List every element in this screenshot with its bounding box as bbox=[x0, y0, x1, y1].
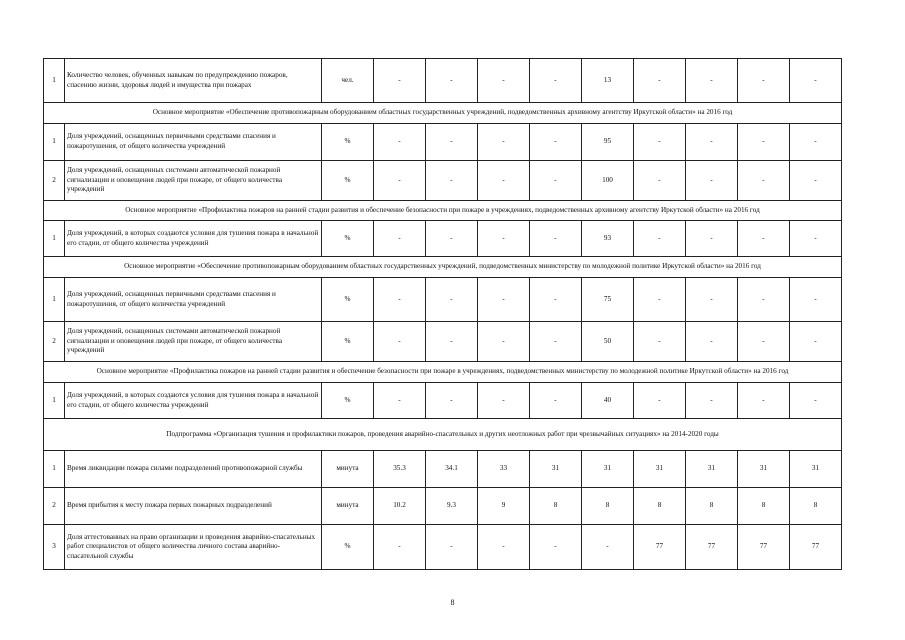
unit-cell: % bbox=[322, 161, 374, 201]
value-cell: - bbox=[686, 59, 738, 103]
unit-cell: минута bbox=[322, 488, 374, 525]
value-cell: - bbox=[530, 278, 582, 322]
unit-cell: % bbox=[322, 221, 374, 257]
unit-cell: чел. bbox=[322, 59, 374, 103]
value-cell: - bbox=[738, 322, 790, 362]
value-cell: 34.1 bbox=[426, 451, 478, 488]
value-cell: - bbox=[426, 124, 478, 161]
row-number: 2 bbox=[44, 488, 65, 525]
unit-cell: % bbox=[322, 383, 374, 419]
section-row bbox=[44, 201, 842, 221]
value-cell: 8 bbox=[582, 488, 634, 525]
value-cell: 13 bbox=[582, 59, 634, 103]
value-cell: - bbox=[738, 161, 790, 201]
value-cell: - bbox=[790, 59, 842, 103]
value-cell: - bbox=[790, 322, 842, 362]
value-cell: 31 bbox=[686, 451, 738, 488]
indicators-table bbox=[43, 58, 842, 570]
row-number: 1 bbox=[44, 383, 65, 419]
section-row bbox=[44, 362, 842, 383]
value-cell: - bbox=[478, 161, 530, 201]
value-cell: - bbox=[426, 278, 478, 322]
value-cell: - bbox=[374, 278, 426, 322]
value-cell: - bbox=[686, 124, 738, 161]
row-number: 2 bbox=[44, 322, 65, 362]
value-cell: - bbox=[374, 322, 426, 362]
value-cell: - bbox=[582, 525, 634, 570]
unit-cell: % bbox=[322, 124, 374, 161]
value-cell: - bbox=[478, 59, 530, 103]
row-number: 1 bbox=[44, 59, 65, 103]
value-cell: 31 bbox=[738, 451, 790, 488]
unit-cell: минута bbox=[322, 451, 374, 488]
section-row bbox=[44, 103, 842, 124]
value-cell: 8 bbox=[686, 488, 738, 525]
value-cell: - bbox=[790, 278, 842, 322]
indicator-name: Время ликвидации пожара силами подразделений противопожарной службы bbox=[65, 451, 322, 488]
value-cell: - bbox=[374, 221, 426, 257]
value-cell: - bbox=[426, 59, 478, 103]
value-cell: - bbox=[634, 124, 686, 161]
value-cell: - bbox=[374, 161, 426, 201]
value-cell: - bbox=[738, 278, 790, 322]
value-cell: - bbox=[686, 383, 738, 419]
value-cell: - bbox=[738, 124, 790, 161]
value-cell: - bbox=[530, 221, 582, 257]
indicator-name: Доля учреждений, оснащенных первичными средствами спасения и пожаротушения, от общего количества учреждений bbox=[65, 278, 322, 322]
value-cell: 40 bbox=[582, 383, 634, 419]
value-cell: - bbox=[530, 383, 582, 419]
indicator-name: Доля учреждений, в которых создаются условия для тушения пожара в начальной его стадии, от общего количества учреждений bbox=[65, 221, 322, 257]
section-title: Основное мероприятие «Обеспечение противопожарным оборудованием областных государственных учреждений, подведомственных министерству по молодежной политике Иркутской области» на 2016 год bbox=[44, 257, 842, 278]
indicator-name: Доля аттестованных на право организации и проведения аварийно-спасательных работ специалистов от общего количества личного состава аварийно-спасательной службы bbox=[65, 525, 322, 570]
section-title: Основное мероприятие «Обеспечение противопожарным оборудованием областных государственных учреждений, подведомственных архивному агентству Иркутской области» на 2016 год bbox=[44, 103, 842, 124]
value-cell: 77 bbox=[790, 525, 842, 570]
value-cell: - bbox=[686, 278, 738, 322]
value-cell: - bbox=[634, 278, 686, 322]
value-cell: - bbox=[530, 59, 582, 103]
value-cell: 10.2 bbox=[374, 488, 426, 525]
value-cell: - bbox=[634, 221, 686, 257]
row-number: 1 bbox=[44, 278, 65, 322]
value-cell: - bbox=[530, 322, 582, 362]
table-row bbox=[44, 383, 842, 419]
unit-cell: % bbox=[322, 525, 374, 570]
indicator-name: Доля учреждений, оснащенных системами автоматической пожарной сигнализации и оповещения людей при пожаре, от общего количества учреждений bbox=[65, 322, 322, 362]
row-number: 1 bbox=[44, 124, 65, 161]
indicator-name: Доля учреждений, оснащенных первичными средствами спасения и пожаротушения, от общего количества учреждений bbox=[65, 124, 322, 161]
value-cell: - bbox=[426, 525, 478, 570]
value-cell: 9.3 bbox=[426, 488, 478, 525]
value-cell: - bbox=[738, 383, 790, 419]
table-row bbox=[44, 278, 842, 322]
table-body bbox=[44, 59, 842, 570]
value-cell: - bbox=[374, 124, 426, 161]
indicator-name: Доля учреждений, оснащенных системами автоматической пожарной сигнализации и оповещения людей при пожаре, от общего количества учреждений bbox=[65, 161, 322, 201]
value-cell: 95 bbox=[582, 124, 634, 161]
value-cell: - bbox=[686, 161, 738, 201]
value-cell: 8 bbox=[738, 488, 790, 525]
value-cell: - bbox=[478, 278, 530, 322]
indicator-name: Количество человек, обученных навыкам по предупреждению пожаров, спасению жизни, здоровья людей и имущества при пожарах bbox=[65, 59, 322, 103]
value-cell: 31 bbox=[530, 451, 582, 488]
value-cell: - bbox=[790, 221, 842, 257]
value-cell: 50 bbox=[582, 322, 634, 362]
value-cell: 93 bbox=[582, 221, 634, 257]
page-number: 8 bbox=[450, 598, 455, 607]
value-cell: - bbox=[634, 59, 686, 103]
row-number: 3 bbox=[44, 525, 65, 570]
table-row bbox=[44, 488, 842, 525]
row-number: 2 bbox=[44, 161, 65, 201]
value-cell: 8 bbox=[530, 488, 582, 525]
table-row bbox=[44, 322, 842, 362]
value-cell: - bbox=[738, 59, 790, 103]
table-row bbox=[44, 525, 842, 570]
value-cell: - bbox=[478, 383, 530, 419]
value-cell: 8 bbox=[634, 488, 686, 525]
table-row bbox=[44, 451, 842, 488]
value-cell: - bbox=[530, 525, 582, 570]
value-cell: - bbox=[478, 525, 530, 570]
table-row bbox=[44, 59, 842, 103]
indicator-name: Время прибытия к месту пожара первых пожарных подразделений bbox=[65, 488, 322, 525]
row-number: 1 bbox=[44, 221, 65, 257]
value-cell: 77 bbox=[686, 525, 738, 570]
value-cell: - bbox=[478, 124, 530, 161]
value-cell: - bbox=[738, 221, 790, 257]
value-cell: 77 bbox=[634, 525, 686, 570]
value-cell: 31 bbox=[790, 451, 842, 488]
value-cell: 75 bbox=[582, 278, 634, 322]
value-cell: 31 bbox=[634, 451, 686, 488]
unit-cell: % bbox=[322, 278, 374, 322]
value-cell: - bbox=[790, 161, 842, 201]
value-cell: 100 bbox=[582, 161, 634, 201]
value-cell: - bbox=[426, 322, 478, 362]
value-cell: 35.3 bbox=[374, 451, 426, 488]
value-cell: - bbox=[426, 161, 478, 201]
value-cell: - bbox=[790, 124, 842, 161]
section-title: Основное мероприятие «Профилактика пожаров на ранней стадии развития и обеспечение безопасности при пожаре в учреждениях, подведомственных архивному агентству Иркутской области» на 2016 год bbox=[44, 201, 842, 221]
section-row bbox=[44, 257, 842, 278]
value-cell: 9 bbox=[478, 488, 530, 525]
value-cell: 77 bbox=[738, 525, 790, 570]
section-row bbox=[44, 419, 842, 451]
value-cell: - bbox=[686, 322, 738, 362]
value-cell: - bbox=[530, 161, 582, 201]
unit-cell: % bbox=[322, 322, 374, 362]
value-cell: - bbox=[790, 383, 842, 419]
section-title: Основное мероприятие «Профилактика пожаров на ранней стадии развития и обеспечение безопасности при пожаре в учреждениях, подведомственных министерству по молодежной политике Иркутской области» на 2016 год bbox=[44, 362, 842, 383]
table-row bbox=[44, 161, 842, 201]
value-cell: - bbox=[374, 383, 426, 419]
value-cell: - bbox=[686, 221, 738, 257]
value-cell: - bbox=[530, 124, 582, 161]
value-cell: - bbox=[374, 59, 426, 103]
value-cell: - bbox=[634, 322, 686, 362]
section-title: Подпрограмма «Организация тушения и профилактики пожаров, проведения аварийно-спасательных и других неотложных работ при чрезвычайных ситуациях» на 2014-2020 годы bbox=[44, 419, 842, 451]
row-number: 1 bbox=[44, 451, 65, 488]
value-cell: - bbox=[426, 221, 478, 257]
value-cell: - bbox=[374, 525, 426, 570]
value-cell: 31 bbox=[582, 451, 634, 488]
value-cell: - bbox=[478, 322, 530, 362]
value-cell: 8 bbox=[790, 488, 842, 525]
value-cell: - bbox=[634, 383, 686, 419]
value-cell: 33 bbox=[478, 451, 530, 488]
indicator-name: Доля учреждений, в которых создаются условия для тушения пожара в начальной его стадии, от общего количества учреждений bbox=[65, 383, 322, 419]
table-row bbox=[44, 124, 842, 161]
value-cell: - bbox=[478, 221, 530, 257]
table-row bbox=[44, 221, 842, 257]
value-cell: - bbox=[634, 161, 686, 201]
value-cell: - bbox=[426, 383, 478, 419]
